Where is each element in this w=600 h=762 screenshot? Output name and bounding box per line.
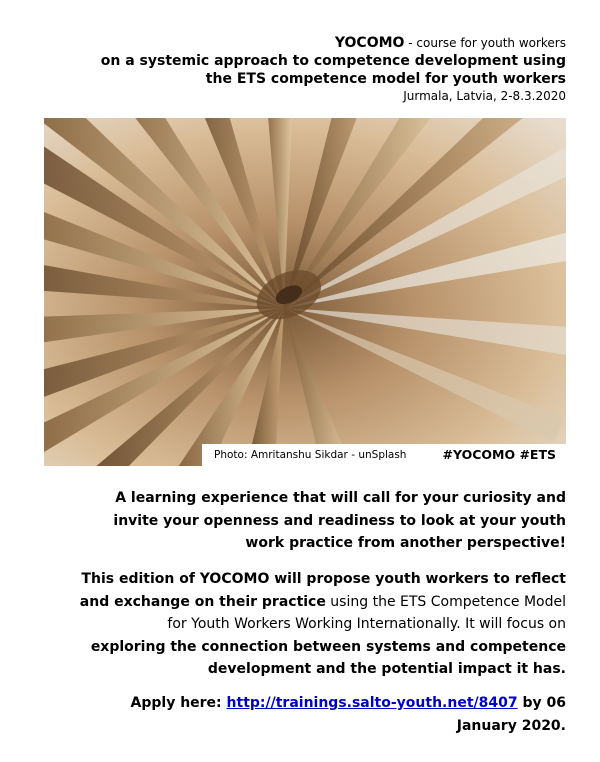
place-date: Jurmala, Latvia, 2-8.3.2020 — [403, 89, 566, 103]
photo-caption-bar — [202, 444, 566, 466]
course-subtitle: - course for youth workers — [404, 36, 566, 50]
palm-leaf-image — [44, 118, 566, 466]
header-line-3: the ETS competence model for youth workers — [205, 71, 566, 87]
intro-paragraph — [46, 487, 566, 555]
header — [46, 34, 566, 104]
apply-prefix: Apply here: — [130, 695, 227, 711]
header-title-line — [46, 34, 566, 52]
header-line-2: on a systemic approach to competence development using — [100, 53, 566, 69]
palm-leaf-photo — [44, 118, 566, 466]
apply-line-1 — [46, 692, 566, 715]
description-line-3: for Youth Workers Working Internationally. It will focus on — [167, 616, 566, 632]
description-line-2-normal: using the ETS Competence Model — [325, 593, 566, 610]
description-line-4: exploring the connection between systems and competence — [90, 638, 566, 655]
description-line-5: development and the potential impact it has. — [207, 661, 566, 677]
intro-line-2: invite your openness and readiness to look at your youth — [113, 512, 566, 529]
description-line-2-bold: and exchange on their practice — [79, 593, 326, 610]
intro-line-1: A learning experience that will call for your curiosity and — [115, 490, 566, 506]
intro-line-3: work practice from another perspective! — [245, 535, 566, 551]
application-link[interactable]: http://trainings.salto-youth.net/8407 — [226, 695, 518, 711]
photo-credit: Photo: Amritanshu Sikdar - unSplash — [214, 449, 407, 461]
hashtags: #YOCOMO #ETS — [442, 447, 556, 462]
description-line-1: This edition of YOCOMO will propose youth workers to reflect — [81, 571, 566, 587]
course-brand: YOCOMO — [334, 35, 405, 51]
apply-line-2: January 2020. — [456, 717, 566, 734]
description-line-2 — [46, 591, 566, 614]
apply-deadline-part: by 06 — [517, 695, 566, 711]
description-paragraph — [46, 568, 566, 681]
apply-paragraph — [46, 692, 566, 737]
